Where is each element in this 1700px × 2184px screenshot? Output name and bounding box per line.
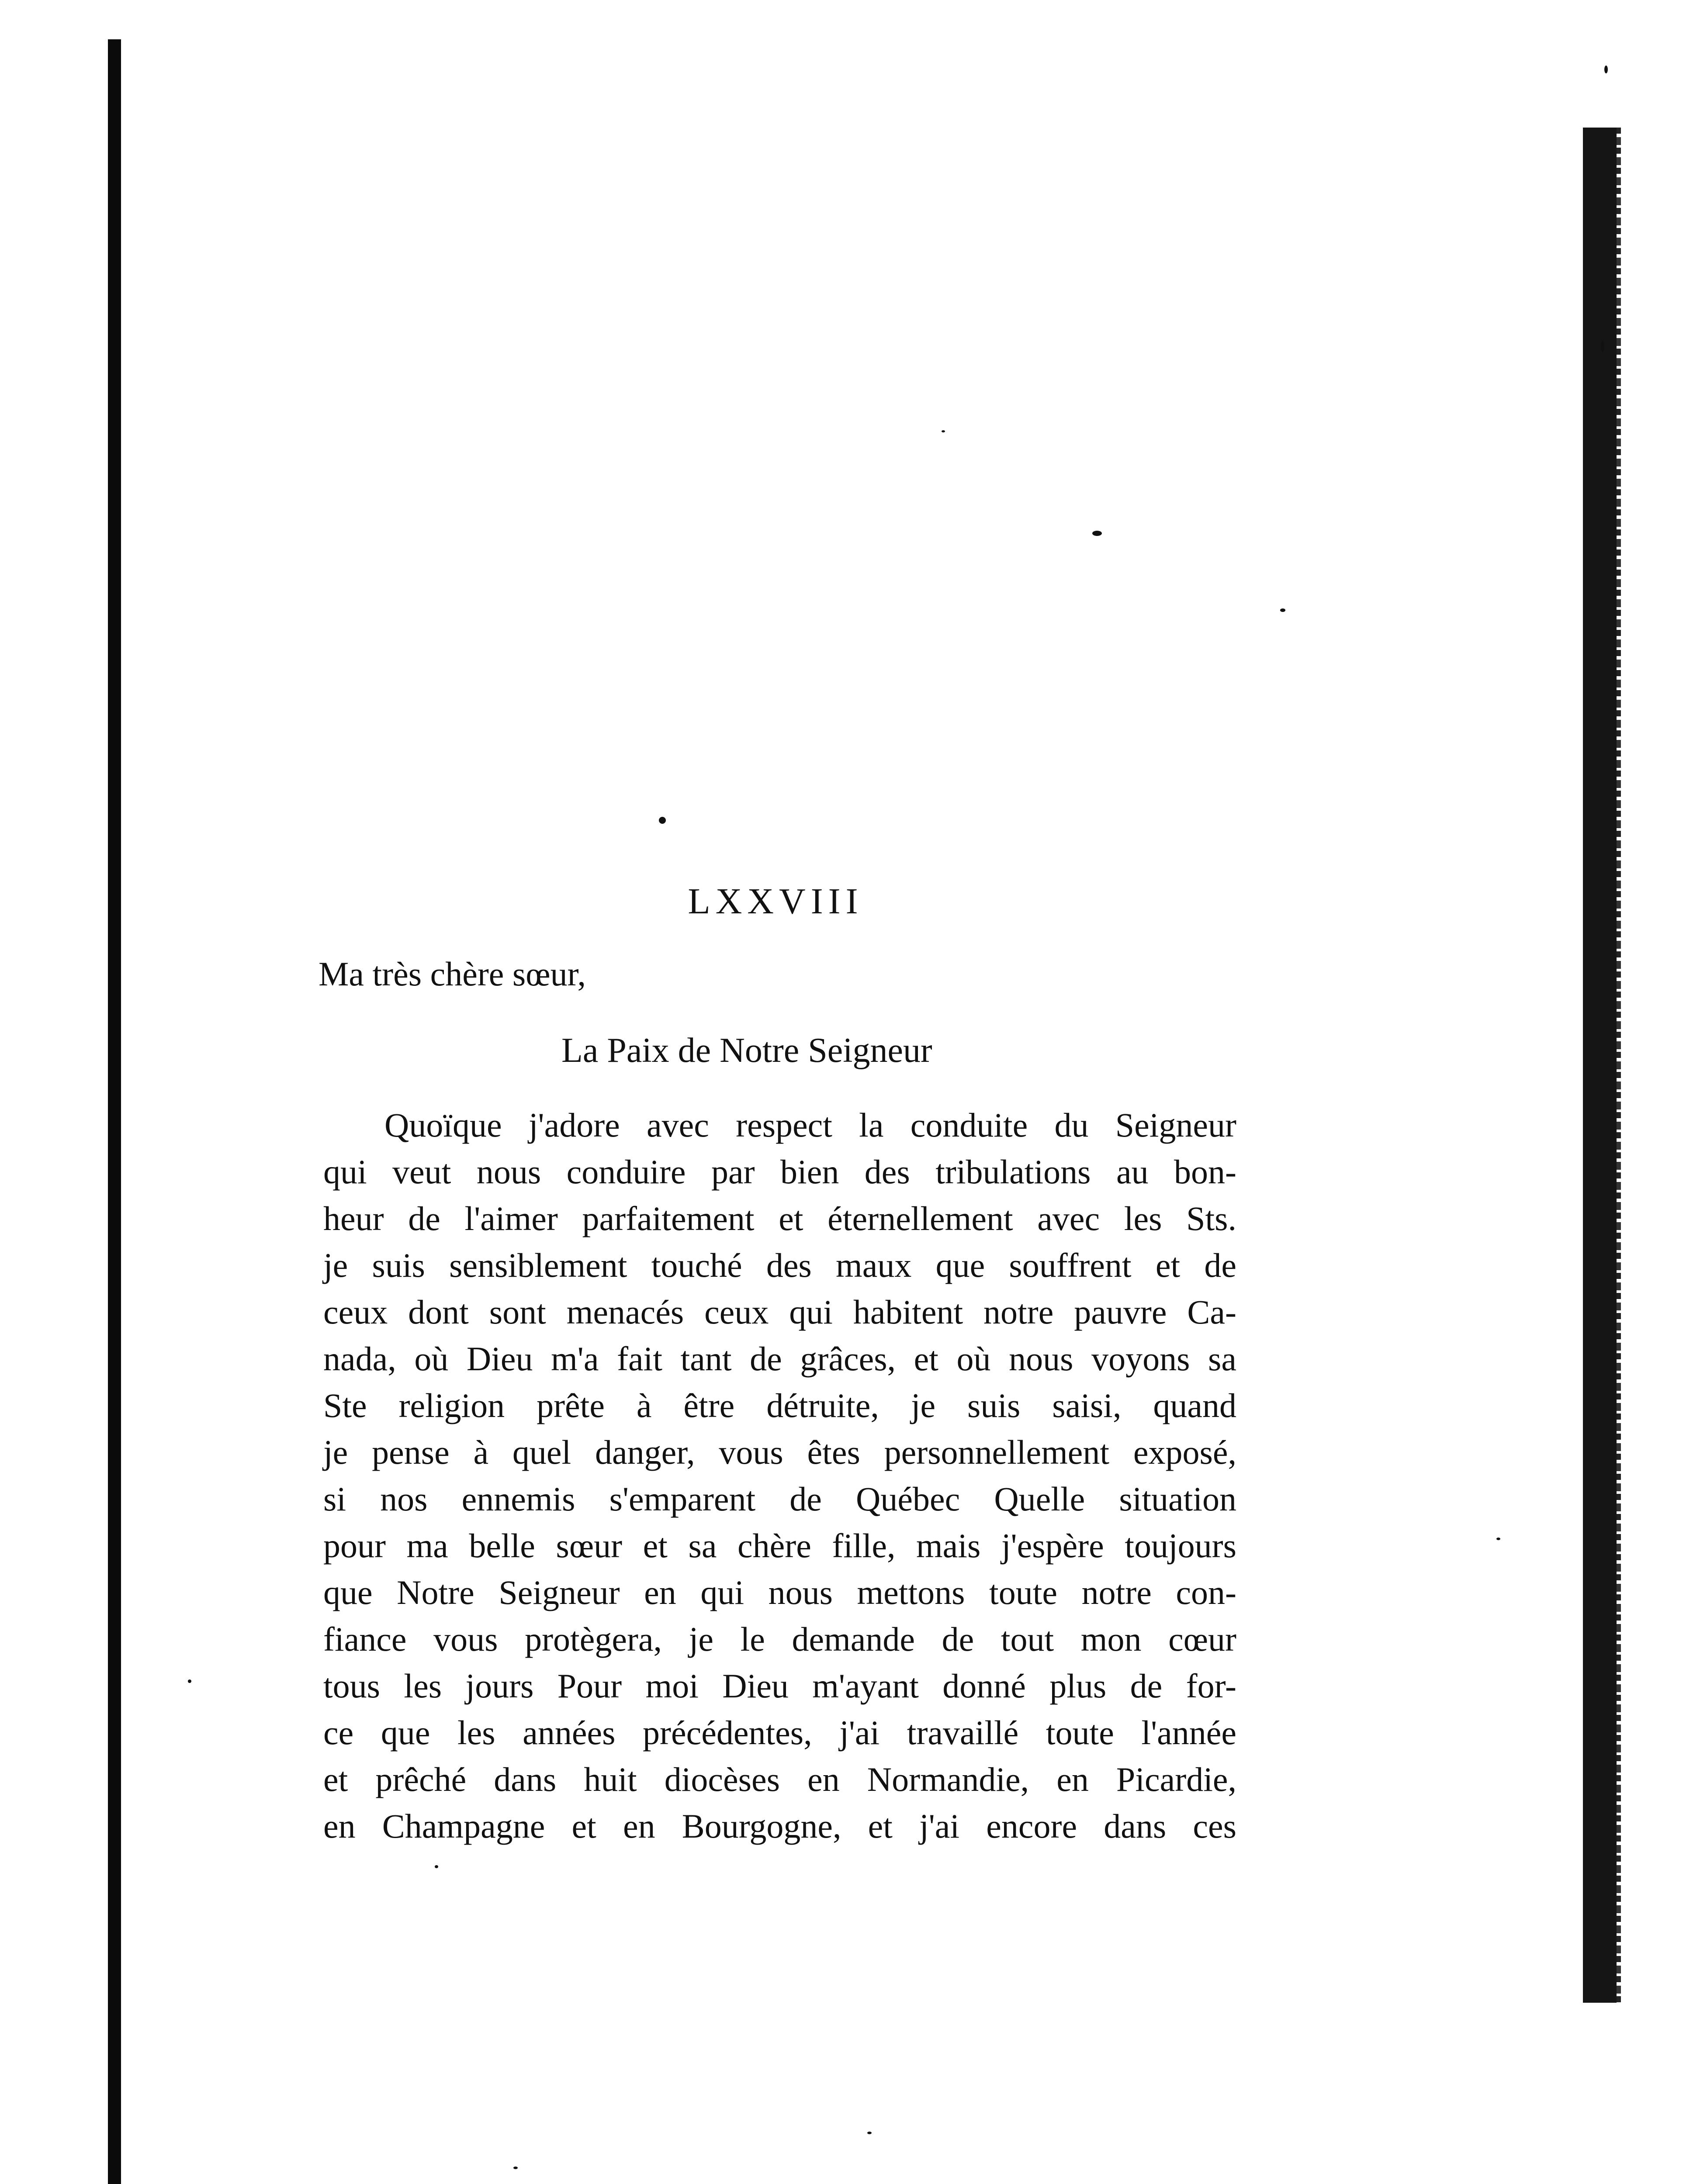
body-line: je suis sensiblement touché des maux que souffrent et de [323,1246,1236,1284]
body-line: nada, où Dieu m'a fait tant de grâces, et où nous voyons sa [323,1340,1236,1378]
body-line: en Champagne et en Bourgogne, et j'ai encore dans ces [323,1807,1236,1845]
letter-number-heading: LXXVIII [688,881,863,922]
body-line: qui veut nous conduire par bien des tribulations au bon- [323,1153,1236,1191]
body-line: heur de l'aimer parfaitement et éternellement avec les Sts. [323,1199,1236,1237]
body-line: Quoïque j'adore avec respect la conduite du Seigneur [384,1106,1236,1144]
body-line: pour ma belle sœur et sa chère fille, mais j'espère toujours [323,1527,1236,1565]
body-line: fiance vous protègera, je le demande de tout mon cœur [323,1620,1236,1658]
body-line: ceux dont sont menacés ceux qui habitent notre pauvre Ca- [323,1293,1236,1331]
body-line: si nos ennemis s'emparent de Québec Quelle situation [323,1480,1236,1518]
body-line: Ste religion prête à être détruite, je suis saisi, quand [323,1386,1236,1424]
body-line: que Notre Seigneur en qui nous mettons toute notre con- [323,1573,1236,1611]
salutation: Ma très chère sœur, [319,955,586,993]
body-line: tous les jours Pour moi Dieu m'ayant donné plus de for- [323,1667,1236,1705]
body-line: je pense à quel danger, vous êtes personnellement exposé, [323,1433,1236,1471]
letter-body [323,1102,1236,1849]
body-line: et prêché dans huit diocèses en Normandie, en Picardie, [323,1760,1236,1798]
greeting-line: La Paix de Notre Seigneur [561,1031,932,1070]
body-line: ce que les années précédentes, j'ai travaillé toute l'année [323,1714,1236,1752]
